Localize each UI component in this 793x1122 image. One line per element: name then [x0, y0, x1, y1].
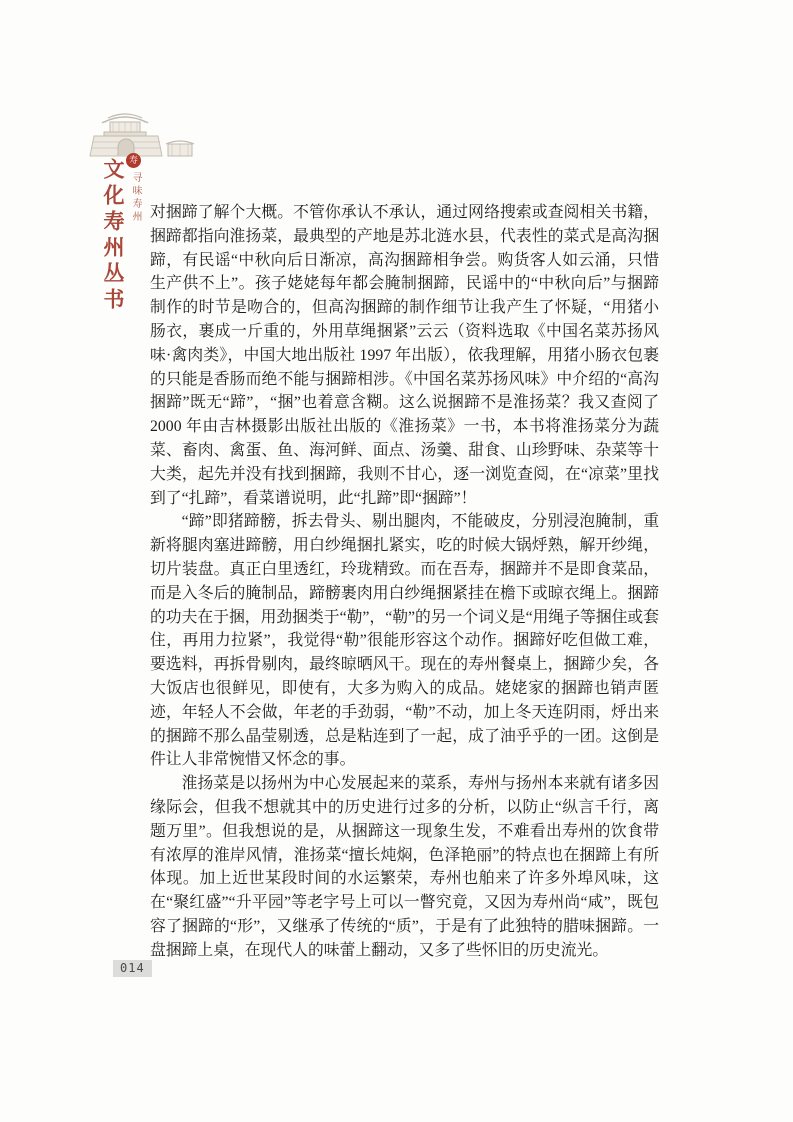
- paragraph: “蹄”即猪蹄髈，拆去骨头、剔出腿肉，不能破皮，分别浸泡腌制，重新将腿肉塞进蹄髈，用白纱绳捆扎紧实，吃的时候大锅烀熟，解开纱绳，切片装盘。真正白里透红，玲珑精致。而在吾寿，捆蹄并不是即食菜品，而是入冬后的腌制品，蹄髈裹肉用白纱绳捆紧挂在檐下或晾衣绳上。捆蹄的功夫在于捆，用劲捆类于“勒”，“勒”的另一个词义是“用绳子等捆住或套住，再用力拉紧”，我觉得“勒”很能形容这个动作。捆蹄好吃但做工难，要选料，再拆骨剔肉，最终晾晒风干。现在的寿州餐桌上，捆蹄少矣，各大饭店也很鲜见，即使有，大多为购入的成品。姥姥家的捆蹄也销声匿迹，年轻人不会做，年老的手劲弱，“勒”不动，加上冬天连阴雨，烀出来的捆蹄不那么晶莹剔透，总是粘连到了一起，成了油乎乎的一团。这倒是件让人非常惋惜又怀念的事。: [150, 513, 659, 769]
- paragraph: 淮扬菜是以扬州为中心发展起来的菜系，寿州与扬州本来就有诸多因缘际会，但我不想就其中的历史进行过多的分析，以防止“纵言千行，离题万里”。但我想说的是，从捆蹄这一现象生发，不难看出寿州的饮食带有浓厚的淮岸风情，淮扬菜“擅长炖焖，色泽艳丽”的特点也在捆蹄上有所体现。加上近世某段时间的水运繁荣，寿州也舶来了许多外埠风味，这在“聚红盛”“升平园”等老字号上可以一瞥究竟，又因为寿州尚“咸”，既包容了捆蹄的“形”，又继承了传统的“质”，于是有了此独特的腊味捆蹄。一盘捆蹄上桌，在现代人的味蕾上翻动，又多了些怀旧的历史流光。: [150, 775, 659, 959]
- series-subtitle: 寻味寿州: [130, 172, 141, 224]
- city-gate-illustration: [84, 108, 200, 160]
- series-seal-icon: 寿: [126, 153, 141, 168]
- page-number: 014: [113, 960, 152, 977]
- series-title: 文化寿州丛书: [101, 158, 125, 314]
- article-body: [150, 201, 659, 963]
- paragraph: 对捆蹄了解个大概。不管你承认不承认，通过网络搜索或查阅相关书籍，捆蹄都指向淮扬菜，最典型的产地是苏北涟水县，代表性的菜式是高沟捆蹄，有民谣“中秋向后日渐凉，高沟捆蹄相争尝。购货客人如云涌，只惜生产供不上”。孩子姥姥每年都会腌制捆蹄，民谣中的“中秋向后”与捆蹄制作的时节是吻合的，但高沟捆蹄的制作细节让我产生了怀疑，“用猪小肠衣，裹成一斤重的，外用草绳捆紧”云云（资料选取《中国名菜苏扬风味·禽肉类》，中国大地出版社 1997 年出版），依我理解，用猪小肠衣包裹的只能是香肠而绝不能与捆蹄相涉。《中国名菜苏扬风味》中介绍的“高沟捆蹄”既无“蹄”，“捆”也着意含糊。这么说捆蹄不是淮扬菜？我又查阅了 2000 年由吉林摄影出版社出版的《淮扬菜》一书，本书将淮扬菜分为蔬菜、畜肉、禽蛋、鱼、海河鲜、面点、汤羹、甜食、山珍野味、杂菜等十大类，起先并没有找到捆蹄，我则不甘心，逐一浏览查阅，在“凉菜”里找到了“扎蹄”，看菜谱说明，此“扎蹄”即“捆蹄”！: [150, 204, 659, 507]
